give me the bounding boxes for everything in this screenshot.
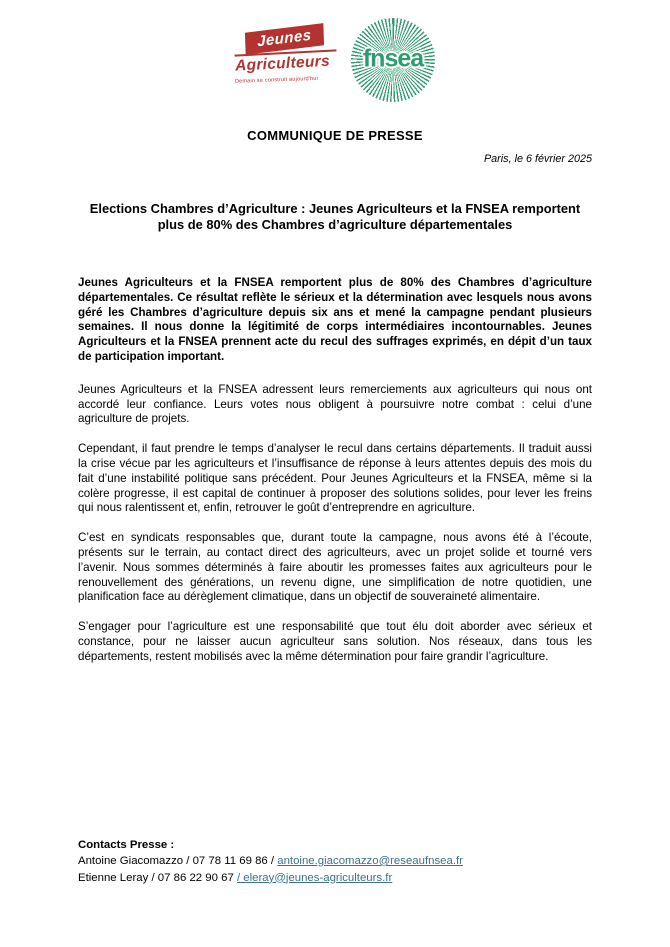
- paragraph: Jeunes Agriculteurs et la FNSEA adressent leurs remerciements aux agriculteurs qui nous ont accordé leur confiance. Leurs votes nous obligent à poursuivre notre combat : celui d’une agriculture de projets.: [78, 382, 592, 426]
- document-title: Elections Chambres d’Agriculture : Jeunes Agriculteurs et la FNSEA remportent plus de 80% des Chambres d’agriculture départementales: [89, 201, 581, 232]
- jeunes-agriculteurs-logo-word2: Agriculteurs: [235, 49, 338, 75]
- jeunes-agriculteurs-logo-word1: Jeunes: [245, 23, 324, 55]
- contacts-heading: Contacts Presse :: [78, 838, 175, 851]
- body-text: [78, 276, 592, 665]
- jeunes-agriculteurs-logo-tagline: Demain se construit aujourd'hui: [234, 75, 319, 85]
- contact-line: [78, 853, 592, 870]
- contact-email-link[interactable]: / eleray@jeunes-agriculteurs.fr: [236, 871, 393, 884]
- contacts-section: [78, 837, 592, 887]
- paragraph-lead: Jeunes Agriculteurs et la FNSEA remportent plus de 80% des Chambres d’agriculture départementales. Ce résultat reflète le sérieux et la détermination avec lesquels nous avons géré les Chambres d’agriculture depuis six ans et mené la campagne pendant plusieurs semaines. Il nous donne la légitimité de corps intermédiaires incontournables. Jeunes Agriculteurs et la FNSEA prennent acte du recul des suffrages exprimés, en dépit d’un taux de participation important.: [78, 276, 592, 363]
- paragraph: C’est en syndicats responsables que, durant toute la campagne, nous avons été à l’écoute, présents sur le terrain, au contact direct des agriculteurs, avec un projet solide et tourné vers l’avenir. Nous sommes déterminés à faire aboutir les promesses faites aux agriculteurs pour le renouvellement des générations, un revenu digne, une simplification de notre quotidien, une planification face au dérèglement climatique, dans un objectif de souveraineté alimentaire.: [78, 531, 592, 604]
- fnsea-logo: [351, 18, 435, 102]
- contact-line: [78, 870, 592, 887]
- fnsea-logo-text: fnsea: [362, 44, 424, 73]
- logo-row: [78, 16, 592, 108]
- contact-info: Antoine Giacomazzo / 07 78 11 69 86 /: [78, 855, 278, 868]
- paragraph: Cependant, il faut prendre le temps d’analyser le recul dans certains départements. Il traduit aussi la crise vécue par les agriculteurs et l’insuffisance de réponse à leurs attentes depuis des mois du fait d’une instabilité politique sans précédent. Pour Jeunes Agriculteurs et la FNSEA, même si la colère progresse, il est capital de continuer à proposer des solutions solides, pour lever les freins qui nous ralentissent et, enfin, retrouver le goût d’entreprendre en agriculture.: [78, 442, 592, 515]
- jeunes-agriculteurs-logo: [235, 16, 337, 83]
- dateline: Paris, le 6 février 2025: [483, 153, 592, 165]
- contact-email-link[interactable]: antoine.giacomazzo@reseaufnsea.fr: [277, 855, 463, 868]
- contact-info: Etienne Leray / 07 86 22 90 67: [78, 871, 237, 884]
- paragraph: S’engager pour l’agriculture est une responsabilité que tout élu doit aborder avec sérieux et constance, pour ne laisser aucun agriculteur sans solution. Nos réseaux, dans tous les départements, restent mobilisés avec la même détermination pour faire grandir l’agriculture.: [78, 620, 592, 663]
- press-release-kicker: COMMUNIQUE DE PRESSE: [247, 128, 423, 143]
